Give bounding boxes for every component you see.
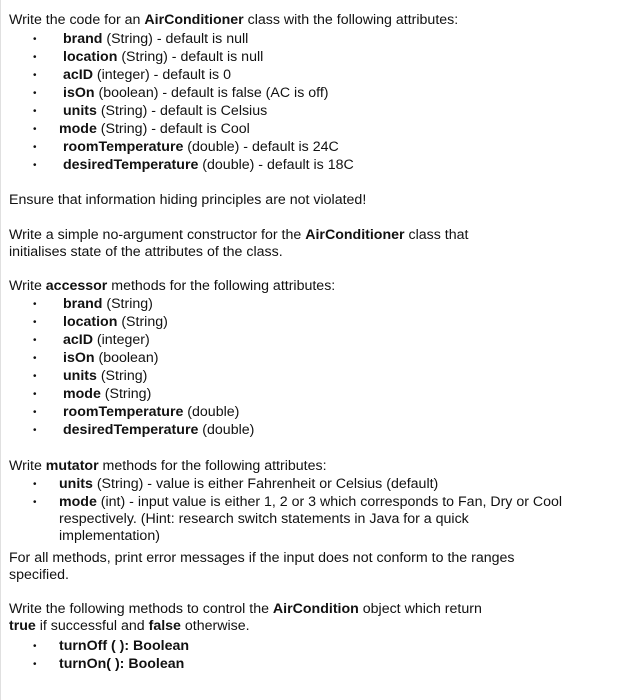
control-paragraph: Write the following methods to control the AirCondition object which return true if successful and false otherwise.	[9, 601, 482, 634]
mutator-intro: Write mutator methods for the following attributes:	[9, 458, 327, 474]
attribute-item: • desiredTemperature (double) - default is 18C	[33, 157, 354, 173]
accessor-item: • brand (String)	[33, 296, 153, 312]
accessor-item: • desiredTemperature (double)	[33, 422, 255, 438]
accessor-item: • location (String)	[33, 314, 168, 330]
attribute-item: • location (String) - default is null	[33, 49, 264, 65]
attribute-item: • brand (String) - default is null	[33, 31, 249, 47]
attribute-item: • roomTemperature (double) - default is 24C	[33, 139, 339, 155]
constructor-paragraph: Write a simple no-argument constructor for the AirConditioner class that initialises state of the attributes of the class.	[9, 227, 469, 260]
intro-paragraph: Write the code for an AirConditioner class with the following attributes:	[9, 12, 459, 28]
accessor-item: • units (String)	[33, 368, 148, 384]
mutator-item: • units (String) - value is either Fahrenheit or Celsius (default)	[33, 476, 439, 492]
accessor-item: • acID (integer)	[33, 332, 150, 348]
accessor-item: • mode (String)	[33, 386, 152, 402]
attribute-item: • isOn (boolean) - default is false (AC is off)	[33, 85, 329, 101]
control-method-item: • turnOff ( ): Boolean	[33, 638, 190, 654]
errors-paragraph: For all methods, print error messages if the input does not conform to the ranges specified.	[9, 550, 515, 583]
mutator-item: • mode (int) - input value is either 1, 2 or 3 which corresponds to Fan, Dry or Cool respectively. (Hint: research switch statements in Java for a quick implementation)	[33, 494, 563, 544]
attribute-item: • units (String) - default is Celsius	[33, 103, 268, 119]
attribute-item: • acID (integer) - default is 0	[33, 67, 231, 83]
accessor-item: • roomTemperature (double)	[33, 404, 240, 420]
hiding-paragraph: Ensure that information hiding principles are not violated!	[9, 192, 367, 208]
attribute-item: • mode (String) - default is Cool	[33, 121, 250, 137]
accessor-intro: Write accessor methods for the following attributes:	[9, 278, 336, 294]
accessor-item: • isOn (boolean)	[33, 350, 159, 366]
control-method-item: • turnOn( ): Boolean	[33, 656, 185, 672]
